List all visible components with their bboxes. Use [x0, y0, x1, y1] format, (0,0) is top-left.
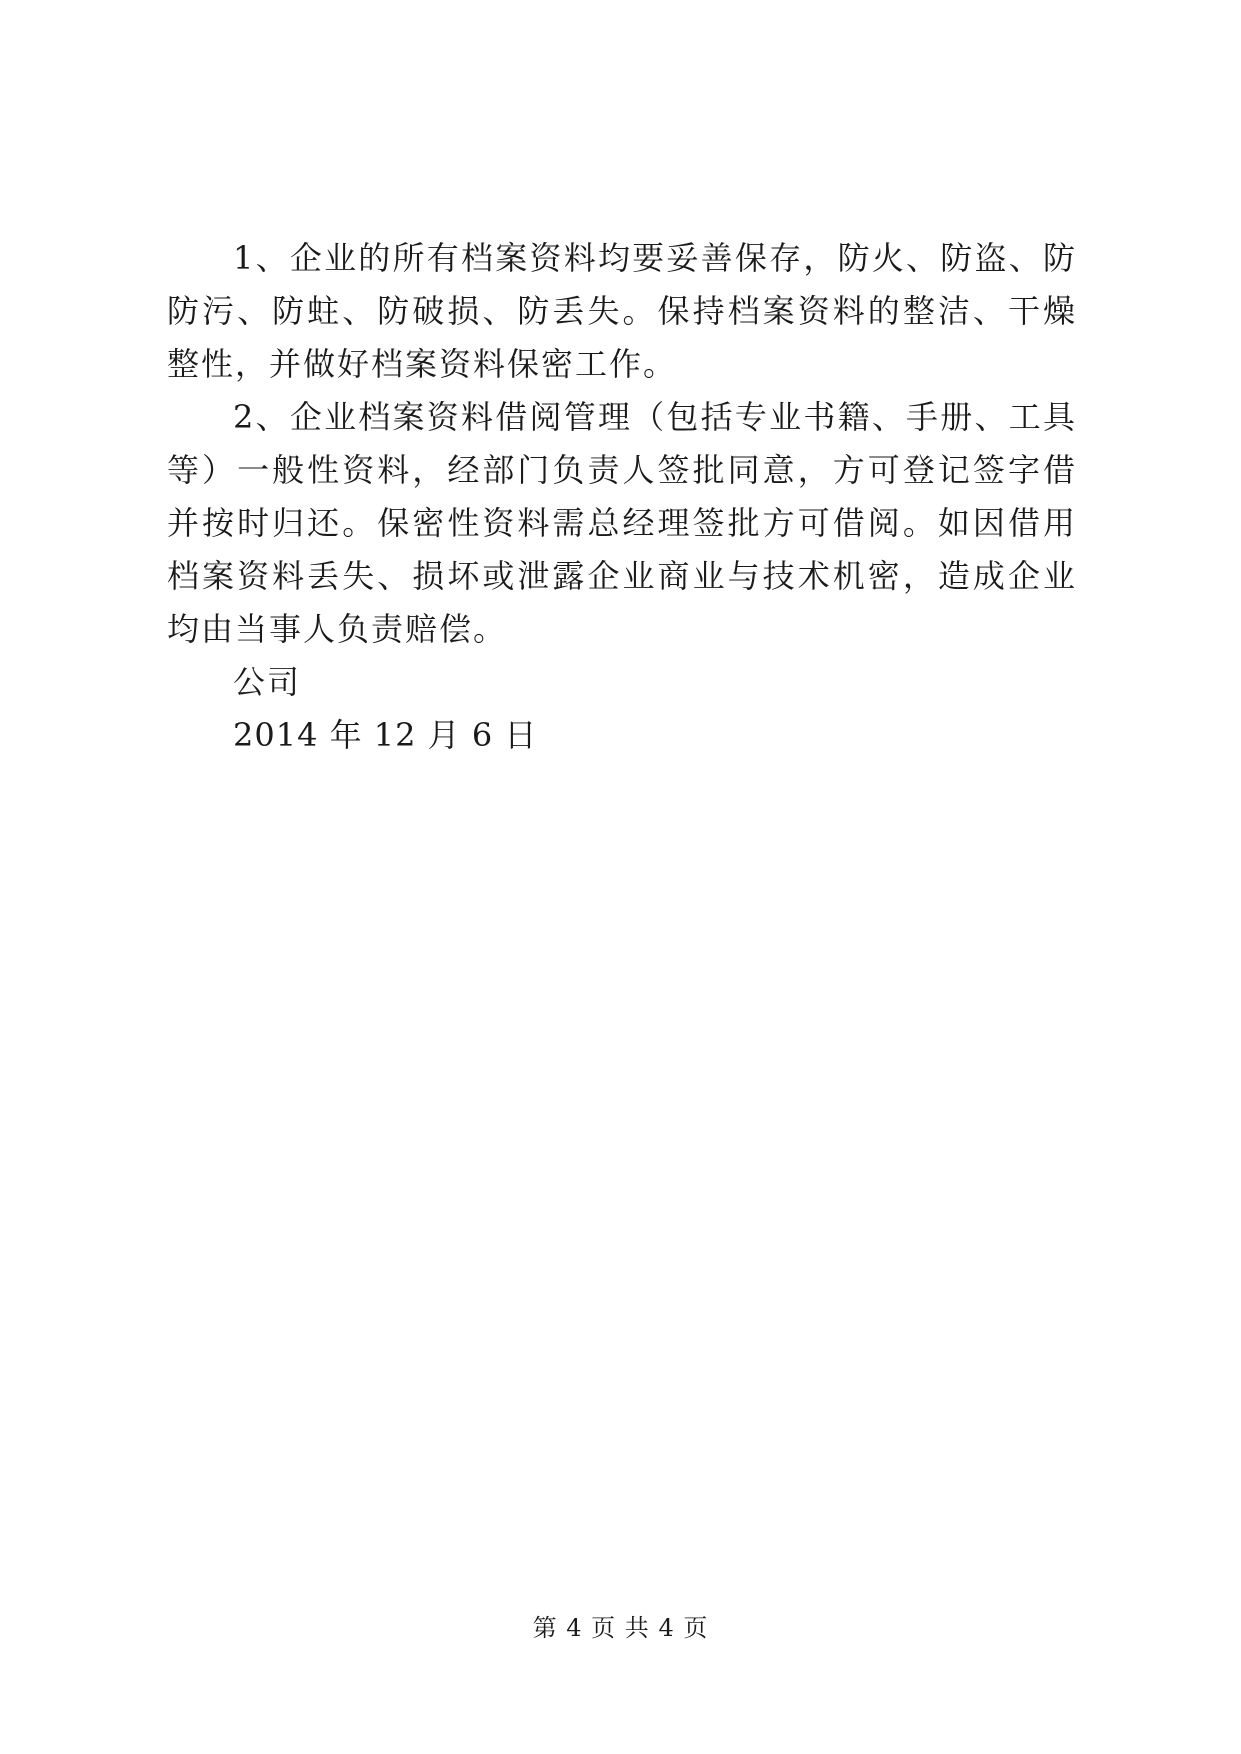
paragraph-line: 整性，并做好档案资料保密工作。: [167, 345, 678, 383]
document-body: [167, 232, 1077, 762]
signature-date: 2014 年 12 月 6 日: [233, 716, 538, 754]
paragraph-2: [167, 391, 1077, 656]
paragraph-line: 等）一般性资料，经部门负责人签批同意，方可登记签字借: [167, 451, 1077, 489]
paragraph-1: [167, 232, 1077, 391]
page-footer: 第 4 页 共 4 页: [532, 1614, 709, 1642]
paragraph-line: 档案资料丢失、损坏或泄露企业商业与技术机密，造成企业: [167, 557, 1077, 595]
paragraph-line: 防污、防蛀、防破损、防丢失。保持档案资料的整洁、干燥: [167, 292, 1077, 330]
paragraph-line: 2、企业档案资料借阅管理（包括专业书籍、手册、工具: [233, 398, 1077, 436]
signature-company: 公司: [233, 663, 302, 701]
paragraph-line: 1、企业的所有档案资料均要妥善保存，防火、防盗、防: [233, 239, 1077, 277]
paragraph-line: 并按时归还。保密性资料需总经理签批方可借阅。如因借用: [167, 504, 1077, 542]
paragraph-line: 均由当事人负责赔偿。: [167, 610, 508, 648]
